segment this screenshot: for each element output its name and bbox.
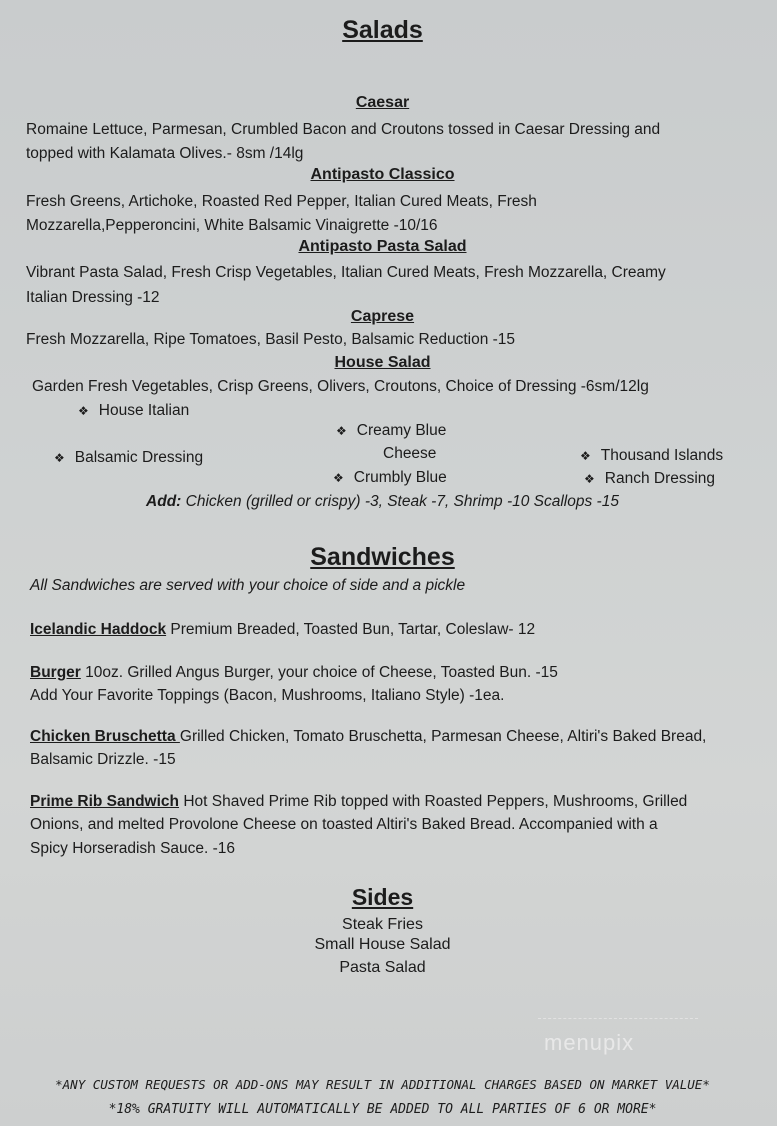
dressing-label: Thousand Islands bbox=[600, 447, 724, 464]
sandwiches-heading: Sandwiches bbox=[310, 543, 455, 571]
haddock-name: Icelandic Haddock bbox=[30, 621, 167, 638]
footer-gratuity: *18% GRATUITY WILL AUTOMATICALLY BE ADDED TO ALL PARTIES OF 6 OR MORE* bbox=[108, 1102, 657, 1117]
haddock-desc: Premium Breaded, Toasted Bun, Tartar, Coleslaw- 12 bbox=[166, 621, 536, 638]
side-item: Steak Fries bbox=[342, 916, 423, 933]
haddock-item bbox=[30, 618, 535, 642]
dressing-ranch bbox=[584, 470, 715, 488]
dressing-label: Creamy Blue bbox=[356, 422, 447, 439]
salads-heading: Salads bbox=[342, 16, 423, 44]
prime-rib-desc-line1: Hot Shaved Prime Rib topped with Roasted Peppers, Mushrooms, Grilled bbox=[179, 793, 688, 810]
add-ons-text: Chicken (grilled or crispy) -3, Steak -7, Shrimp -10 Scallops -15 bbox=[185, 493, 619, 510]
antipasto-classico-desc-line2: Mozzarella,Pepperoncini, White Balsamic Vinaigrette -10/16 bbox=[26, 217, 438, 234]
side-item: Small House Salad bbox=[314, 936, 451, 953]
side-item: Pasta Salad bbox=[339, 959, 426, 976]
house-salad-desc: Garden Fresh Vegetables, Crisp Greens, Olivers, Croutons, Choice of Dressing -6sm/12lg bbox=[32, 378, 649, 395]
caesar-desc-line2: topped with Kalamata Olives.- 8sm /14lg bbox=[26, 145, 304, 162]
watermark-divider bbox=[538, 1018, 698, 1019]
diamond-bullet-icon: ❖ bbox=[580, 449, 591, 463]
diamond-bullet-icon: ❖ bbox=[584, 472, 595, 486]
dressing-thousand-islands bbox=[580, 447, 723, 465]
dressing-label: House Italian bbox=[98, 402, 190, 419]
dressing-balsamic bbox=[54, 449, 203, 467]
prime-rib-item bbox=[30, 790, 687, 814]
burger-desc-line2: Add Your Favorite Toppings (Bacon, Mushrooms, Italiano Style) -1ea. bbox=[30, 687, 505, 704]
diamond-bullet-icon: ❖ bbox=[333, 471, 344, 485]
burger-desc-line1: 10oz. Grilled Angus Burger, your choice of Cheese, Toasted Bun. -15 bbox=[80, 664, 558, 681]
dressing-crumbly-blue bbox=[333, 469, 447, 487]
prime-rib-desc-line3: Spicy Horseradish Sauce. -16 bbox=[30, 840, 236, 857]
bruschetta-item bbox=[30, 725, 706, 749]
caprese-title: Caprese bbox=[350, 308, 415, 325]
antipasto-pasta-desc-line2: Italian Dressing -12 bbox=[26, 289, 160, 306]
prime-rib-name: Prime Rib Sandwich bbox=[30, 793, 180, 810]
prime-rib-desc-line2: Onions, and melted Provolone Cheese on toasted Altiri's Baked Bread. Accompanied with a bbox=[30, 816, 658, 833]
bruschetta-desc-line2: Balsamic Drizzle. -15 bbox=[30, 751, 176, 768]
dressing-label: Crumbly Blue bbox=[353, 469, 447, 486]
dressing-creamy-blue-line2: Cheese bbox=[383, 445, 437, 462]
antipasto-classico-desc-line1: Fresh Greens, Artichoke, Roasted Red Pepper, Italian Cured Meats, Fresh bbox=[26, 193, 537, 210]
caesar-desc-line1: Romaine Lettuce, Parmesan, Crumbled Bacon and Croutons tossed in Caesar Dressing and bbox=[26, 121, 661, 138]
antipasto-classico-title: Antipasto Classico bbox=[310, 166, 455, 183]
antipasto-pasta-desc-line1: Vibrant Pasta Salad, Fresh Crisp Vegetables, Italian Cured Meats, Fresh Mozzarella, Creamy bbox=[26, 264, 666, 281]
diamond-bullet-icon: ❖ bbox=[54, 451, 65, 465]
caesar-title: Caesar bbox=[355, 94, 410, 111]
burger-name: Burger bbox=[30, 664, 81, 681]
sides-heading: Sides bbox=[351, 884, 414, 910]
add-label: Add: bbox=[146, 493, 182, 510]
diamond-bullet-icon: ❖ bbox=[78, 404, 89, 418]
footer-custom-requests: *ANY CUSTOM REQUESTS OR ADD-ONS MAY RESULT IN ADDITIONAL CHARGES BASED ON MARKET VALUE* bbox=[55, 1077, 710, 1092]
menupix-watermark: menupix bbox=[544, 1030, 635, 1055]
bruschetta-name: Chicken Bruschetta bbox=[30, 728, 180, 745]
dressing-creamy-blue bbox=[336, 422, 446, 440]
dressing-house-italian bbox=[78, 402, 189, 420]
diamond-bullet-icon: ❖ bbox=[336, 424, 347, 438]
caprese-desc: Fresh Mozzarella, Ripe Tomatoes, Basil Pesto, Balsamic Reduction -15 bbox=[26, 331, 516, 348]
bruschetta-desc-line1: Grilled Chicken, Tomato Bruschetta, Parmesan Cheese, Altiri's Baked Bread, bbox=[179, 728, 707, 745]
house-salad-title: House Salad bbox=[334, 354, 431, 371]
burger-item bbox=[30, 661, 558, 685]
salad-add-ons bbox=[0, 493, 765, 511]
sandwiches-note: All Sandwiches are served with your choice of side and a pickle bbox=[30, 577, 466, 594]
dressing-label: Ranch Dressing bbox=[604, 470, 716, 487]
dressing-label: Balsamic Dressing bbox=[74, 449, 204, 466]
antipasto-pasta-title: Antipasto Pasta Salad bbox=[298, 238, 467, 255]
